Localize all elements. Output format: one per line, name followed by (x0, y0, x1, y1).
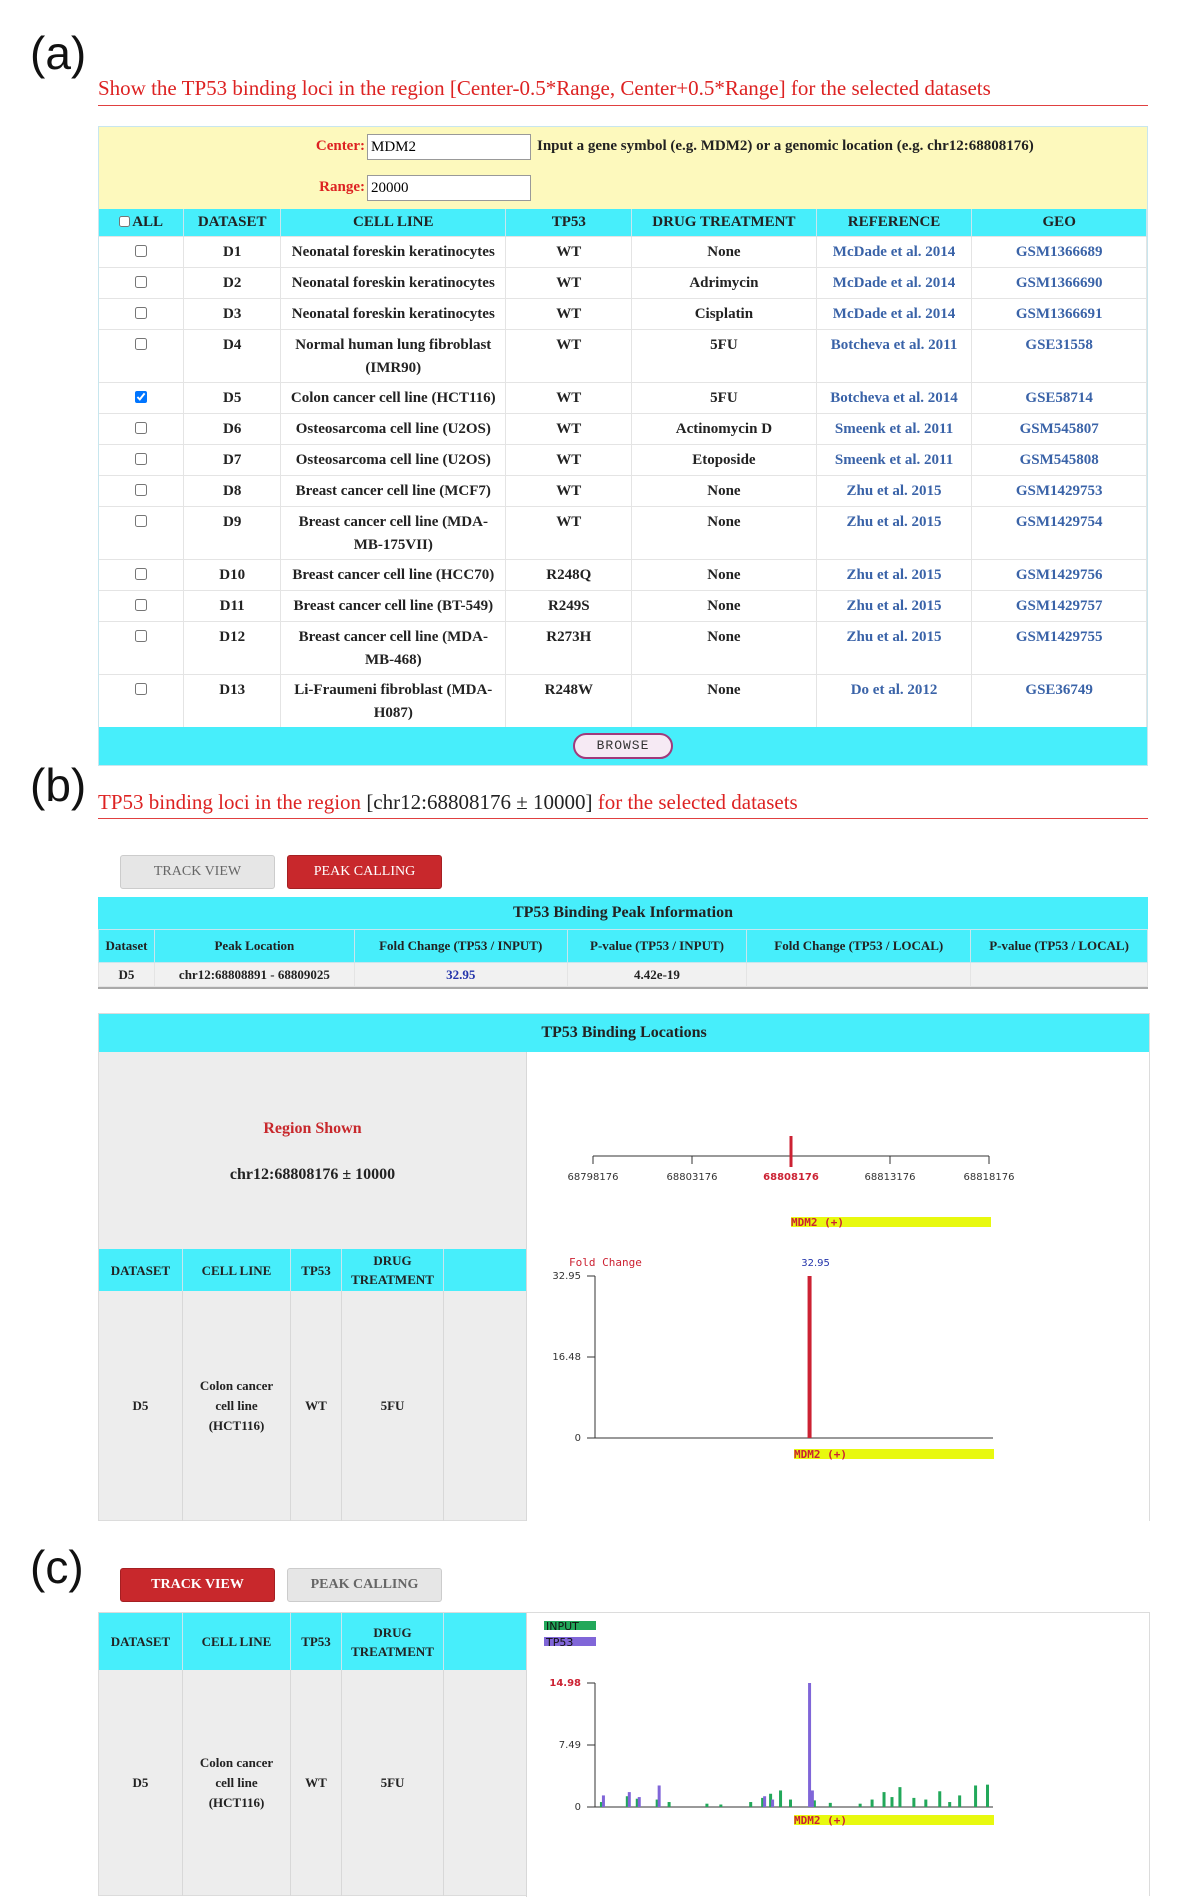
tp53-status: WT (506, 236, 632, 267)
dataset-row (99, 559, 1147, 590)
cell-line: Breast cancer cell line (MCF7) (281, 475, 506, 506)
track-y-tick-label: 7.49 (558, 1740, 581, 1751)
center-row (99, 127, 1147, 168)
reference-link[interactable]: Zhu et al. 2015 (816, 475, 972, 506)
col-geo: GEO (972, 209, 1147, 236)
drug-treatment: None (632, 506, 817, 559)
dataset-checkbox-cell[interactable] (99, 506, 184, 559)
region-shown-value: chr12:68808176 ± 10000 (229, 1166, 396, 1183)
peak-pval-local (971, 963, 1148, 987)
dataset-checkbox[interactable] (135, 453, 147, 465)
dataset-checkbox-cell[interactable] (99, 413, 184, 444)
col-reference: REFERENCE (816, 209, 972, 236)
fc-y-tick-label: 32.95 (552, 1271, 581, 1282)
dataset-checkbox[interactable] (135, 484, 147, 496)
dataset-row (99, 267, 1147, 298)
tp53-status: WT (506, 506, 632, 559)
section-b-title-rule (98, 818, 1148, 819)
dataset-checkbox[interactable] (135, 391, 147, 403)
peak-info-caption: TP53 Binding Peak Information (98, 897, 1148, 929)
dataset-selector-form (98, 126, 1148, 766)
track-bar-input (789, 1800, 792, 1807)
browse-button[interactable]: BROWSE (573, 733, 673, 759)
range-input[interactable] (367, 175, 531, 201)
drug-treatment: 5FU (632, 329, 817, 382)
dataset-row (99, 506, 1147, 559)
dataset-checkbox-cell[interactable] (99, 559, 184, 590)
peak-info-underline (98, 987, 1148, 989)
dataset-id: D12 (184, 621, 281, 674)
peak-col-fc-input: Fold Change (TP53 / INPUT) (354, 930, 567, 963)
track-bar-tp53 (638, 1797, 641, 1807)
hdr-tp53-c: TP53 (291, 1613, 342, 1670)
section-a-title-rule (98, 105, 1148, 106)
dataset-id: D8 (184, 475, 281, 506)
dataset-checkbox-cell[interactable] (99, 382, 184, 413)
track-bar-input (859, 1804, 862, 1807)
fc-bar-label: 32.95 (801, 1258, 830, 1269)
legend-tp53-label: TP53 (546, 1636, 574, 1649)
center-input[interactable] (367, 134, 531, 160)
geo-link[interactable]: GSM1429757 (972, 590, 1147, 621)
drug-treatment: None (632, 236, 817, 267)
fold-change-chart-cell (526, 1249, 1149, 1521)
peak-col-dataset: Dataset (99, 930, 155, 963)
tp53-status: WT (506, 267, 632, 298)
tp53-status: WT (506, 382, 632, 413)
tp53-status: WT (506, 413, 632, 444)
geo-link[interactable]: GSE31558 (972, 329, 1147, 382)
center-label: Center: (315, 138, 365, 154)
dataset-id: D2 (184, 267, 281, 298)
track-header-b (99, 1249, 526, 1291)
dataset-checkbox[interactable] (135, 630, 147, 642)
reference-link[interactable]: Zhu et al. 2015 (816, 590, 972, 621)
select-all-label: ALL (132, 213, 164, 230)
dataset-id: D5 (184, 382, 281, 413)
track-bar-tp53 (811, 1790, 814, 1807)
fold-change-chart (527, 1249, 1149, 1521)
dataset-checkbox[interactable] (135, 515, 147, 527)
hdr-cell-line-b: CELL LINE (183, 1249, 291, 1291)
axis-tick-label: 68803176 (666, 1172, 718, 1183)
fc-y-tick-label: 0 (574, 1433, 581, 1444)
browse-bar (99, 727, 1147, 765)
tp53-status: R248W (506, 674, 632, 727)
gene-label-track: MDM2 (+) (794, 1814, 847, 1827)
dataset-checkbox-cell[interactable] (99, 236, 184, 267)
col-drug-treatment: DRUG TREATMENT (632, 209, 817, 236)
dataset-row (99, 621, 1147, 674)
drug-treatment: Actinomycin D (632, 413, 817, 444)
dataset-row (99, 590, 1147, 621)
hdr-dataset-b: DATASET (99, 1249, 183, 1291)
hdr-tp53-b: TP53 (291, 1249, 342, 1291)
dataset-row (99, 413, 1147, 444)
track-row-c (99, 1670, 526, 1896)
row-dataset-c: D5 (99, 1670, 183, 1896)
peak-fold-change[interactable]: 32.95 (354, 963, 567, 987)
panel-label-c: (c) (30, 1541, 84, 1593)
cell-line: Breast cancer cell line (MDA-MB-468) (281, 621, 506, 674)
select-all-header[interactable] (99, 209, 184, 236)
reference-link[interactable]: McDade et al. 2014 (816, 236, 972, 267)
dataset-id: D7 (184, 444, 281, 475)
drug-treatment: None (632, 590, 817, 621)
region-axis-svg (527, 1052, 1149, 1249)
dataset-id: D4 (184, 329, 281, 382)
reference-link[interactable]: Smeenk et al. 2011 (816, 413, 972, 444)
track-bar-input (898, 1787, 901, 1807)
hdr-dataset-c: DATASET (99, 1613, 183, 1670)
dataset-checkbox[interactable] (135, 683, 147, 695)
drug-treatment: Etoposide (632, 444, 817, 475)
track-view-panel (98, 1612, 1150, 1896)
range-row (99, 168, 1147, 209)
tp53-status: WT (506, 329, 632, 382)
peak-col-fc-local: Fold Change (TP53 / LOCAL) (747, 930, 971, 963)
row-cell-line-b: Colon cancer cell line (HCT116) (183, 1291, 291, 1521)
track-row-b (99, 1291, 526, 1521)
section-b-title (98, 790, 798, 815)
dataset-id: D10 (184, 559, 281, 590)
dataset-row (99, 674, 1147, 727)
dataset-checkbox-cell[interactable] (99, 621, 184, 674)
peak-col-pval-local: P-value (TP53 / LOCAL) (971, 930, 1148, 963)
drug-treatment: None (632, 674, 817, 727)
tp53-status: R249S (506, 590, 632, 621)
cell-line: Breast cancer cell line (HCC70) (281, 559, 506, 590)
region-shown-label: Region Shown (263, 1120, 362, 1137)
dataset-row (99, 298, 1147, 329)
drug-treatment: None (632, 475, 817, 506)
peak-col-pval-input: P-value (TP53 / INPUT) (567, 930, 747, 963)
track-bar-input (779, 1790, 782, 1807)
row-dataset-b: D5 (99, 1291, 183, 1521)
reference-link[interactable]: McDade et al. 2014 (816, 267, 972, 298)
track-y-tick-label: 0 (574, 1802, 581, 1813)
panel-label-b: (b) (30, 759, 87, 811)
geo-link[interactable]: GSE58714 (972, 382, 1147, 413)
dataset-checkbox[interactable] (135, 307, 147, 319)
section-a-title: Show the TP53 binding loci in the region [Center-0.5*Range, Center+0.5*Range] for the selected datasets (98, 76, 991, 100)
track-bar-input (912, 1798, 915, 1807)
cell-line: Normal human lung fibroblast (IMR90) (281, 329, 506, 382)
track-bar-input (958, 1795, 961, 1807)
dataset-id: D9 (184, 506, 281, 559)
dataset-id: D6 (184, 413, 281, 444)
dataset-table (99, 209, 1147, 727)
track-bar-tp53 (808, 1683, 811, 1807)
row-drug-b: 5FU (342, 1291, 444, 1521)
track-bar-input (948, 1802, 951, 1807)
fc-y-axis-title: Fold Change (569, 1256, 642, 1269)
track-bar-tp53 (771, 1800, 774, 1807)
center-hint: Input a gene symbol (e.g. MDM2) or a genomic location (e.g. chr12:68808176) (537, 138, 1034, 154)
track-bar-input (986, 1785, 989, 1807)
track-bar-input (974, 1785, 977, 1807)
cell-line: Osteosarcoma cell line (U2OS) (281, 444, 506, 475)
peak-info-header (99, 930, 1148, 963)
peak-info-panel (98, 897, 1148, 989)
tp53-status: R273H (506, 621, 632, 674)
track-bar-input (924, 1800, 927, 1807)
row-drug-c: 5FU (342, 1670, 444, 1896)
drug-treatment: 5FU (632, 382, 817, 413)
dataset-checkbox[interactable] (135, 599, 147, 611)
dataset-checkbox-cell[interactable] (99, 298, 184, 329)
tp53-status: WT (506, 475, 632, 506)
panel-label-a: (a) (30, 27, 87, 79)
dataset-checkbox-cell[interactable] (99, 329, 184, 382)
geo-link[interactable]: GSE36749 (972, 674, 1147, 727)
dataset-checkbox-cell[interactable] (99, 444, 184, 475)
track-bar-tp53 (628, 1792, 631, 1807)
drug-treatment: None (632, 621, 817, 674)
dataset-id: D11 (184, 590, 281, 621)
section-b-title-post: for the selected datasets (592, 790, 798, 814)
track-view-tab-c[interactable]: TRACK VIEW (120, 1568, 275, 1602)
cell-line: Breast cancer cell line (MDA-MB-175VII) (281, 506, 506, 559)
geo-link[interactable]: GSM1429755 (972, 621, 1147, 674)
section-b-title-pre: TP53 binding loci in the region (98, 790, 367, 814)
fc-bar (808, 1276, 812, 1438)
region-axis-cell (526, 1052, 1149, 1249)
track-view-tab-b[interactable]: TRACK VIEW (120, 855, 275, 889)
track-bar-input (890, 1797, 893, 1807)
dataset-checkbox[interactable] (135, 245, 147, 257)
cell-line: Neonatal foreskin keratinocytes (281, 298, 506, 329)
reference-link[interactable]: Smeenk et al. 2011 (816, 444, 972, 475)
cell-line: Li-Fraumeni fibroblast (MDA-H087) (281, 674, 506, 727)
tp53-status: R248Q (506, 559, 632, 590)
peak-col-location: Peak Location (154, 930, 354, 963)
dataset-checkbox[interactable] (135, 568, 147, 580)
col-cell-line: CELL LINE (281, 209, 506, 236)
axis-tick-label: 68818176 (963, 1172, 1015, 1183)
drug-treatment: None (632, 559, 817, 590)
binding-locations-caption: TP53 Binding Locations (99, 1014, 1149, 1052)
hdr-drug-b: DRUG TREATMENT (342, 1249, 444, 1291)
cell-line: Osteosarcoma cell line (U2OS) (281, 413, 506, 444)
track-bar-input (719, 1805, 722, 1807)
cell-line: Breast cancer cell line (BT-549) (281, 590, 506, 621)
geo-link[interactable]: GSM1366689 (972, 236, 1147, 267)
gene-label-axis: MDM2 (+) (791, 1216, 844, 1229)
cell-line: Colon cancer cell line (HCT116) (281, 382, 506, 413)
dataset-id: D1 (184, 236, 281, 267)
track-bar-input (871, 1800, 874, 1807)
region-shown-cell (99, 1052, 526, 1249)
col-dataset: DATASET (184, 209, 281, 236)
tp53-status: WT (506, 298, 632, 329)
track-bar-input (705, 1804, 708, 1807)
reference-link[interactable]: Zhu et al. 2015 (816, 559, 972, 590)
peak-pvalue: 4.42e-19 (567, 963, 747, 987)
dataset-id: D13 (184, 674, 281, 727)
track-bar-tp53 (763, 1796, 766, 1807)
signal-track-cell (526, 1613, 1149, 1897)
dataset-checkbox[interactable] (135, 276, 147, 288)
peak-location: chr12:68808891 - 68809025 (154, 963, 354, 987)
reference-link[interactable]: McDade et al. 2014 (816, 298, 972, 329)
dataset-checkbox[interactable] (135, 422, 147, 434)
section-b-title-region: [chr12:68808176 ± 10000] (366, 790, 593, 814)
peak-fc-local (747, 963, 971, 987)
reference-link[interactable]: Zhu et al. 2015 (816, 506, 972, 559)
dataset-checkbox[interactable] (135, 338, 147, 350)
reference-link[interactable]: Zhu et al. 2015 (816, 621, 972, 674)
dataset-row (99, 382, 1147, 413)
drug-treatment: Cisplatin (632, 298, 817, 329)
track-bar-tp53 (658, 1785, 661, 1807)
axis-tick-label: 68798176 (567, 1172, 619, 1183)
axis-tick-label: 68813176 (864, 1172, 916, 1183)
peak-info-row (99, 963, 1148, 987)
drug-treatment: Adrimycin (632, 267, 817, 298)
select-all-checkbox[interactable] (119, 216, 130, 227)
signal-track-chart (527, 1613, 1149, 1897)
track-bar-input (938, 1791, 941, 1807)
dataset-checkbox-cell[interactable] (99, 590, 184, 621)
dataset-row (99, 444, 1147, 475)
row-tp53-b: WT (291, 1291, 342, 1521)
geo-link[interactable]: GSM545808 (972, 444, 1147, 475)
track-bar-input (883, 1792, 886, 1807)
reference-link[interactable]: Botcheva et al. 2011 (816, 329, 972, 382)
dataset-row (99, 475, 1147, 506)
dataset-row (99, 329, 1147, 382)
track-header-c (99, 1613, 526, 1670)
binding-locations-panel (98, 1013, 1150, 1521)
geo-link[interactable]: GSM1429754 (972, 506, 1147, 559)
geo-link[interactable]: GSM545807 (972, 413, 1147, 444)
cell-line: Neonatal foreskin keratinocytes (281, 236, 506, 267)
cell-line: Neonatal foreskin keratinocytes (281, 267, 506, 298)
hdr-cell-line-c: CELL LINE (183, 1613, 291, 1670)
geo-link[interactable]: GSM1366690 (972, 267, 1147, 298)
dataset-id: D3 (184, 298, 281, 329)
track-y-tick-label: 14.98 (549, 1678, 581, 1689)
peak-info-table (98, 929, 1148, 987)
geo-link[interactable]: GSM1366691 (972, 298, 1147, 329)
dataset-row (99, 236, 1147, 267)
track-bar-tp53 (602, 1795, 605, 1807)
range-label: Range: (319, 179, 365, 195)
track-bar-input (829, 1803, 832, 1807)
peak-calling-tab-c[interactable]: PEAK CALLING (287, 1568, 442, 1602)
track-bar-input (749, 1802, 752, 1807)
hdr-drug-c: DRUG TREATMENT (342, 1613, 444, 1670)
dataset-checkbox-cell[interactable] (99, 475, 184, 506)
peak-dataset: D5 (99, 963, 155, 987)
row-tp53-c: WT (291, 1670, 342, 1896)
dataset-checkbox-cell[interactable] (99, 674, 184, 727)
geo-link[interactable]: GSM1429753 (972, 475, 1147, 506)
gene-label-fc: MDM2 (+) (794, 1448, 847, 1461)
dataset-table-header (99, 209, 1147, 236)
geo-link[interactable]: GSM1429756 (972, 559, 1147, 590)
peak-calling-tab-b[interactable]: PEAK CALLING (287, 855, 442, 889)
col-tp53: TP53 (506, 209, 632, 236)
reference-link[interactable]: Botcheva et al. 2014 (816, 382, 972, 413)
tp53-status: WT (506, 444, 632, 475)
dataset-checkbox-cell[interactable] (99, 267, 184, 298)
track-bar-input (668, 1802, 671, 1807)
fc-y-tick-label: 16.48 (552, 1352, 581, 1363)
axis-tick-label: 68808176 (763, 1172, 819, 1183)
legend-input-label: INPUT (546, 1620, 579, 1633)
reference-link[interactable]: Do et al. 2012 (816, 674, 972, 727)
row-cell-line-c: Colon cancer cell line (HCT116) (183, 1670, 291, 1896)
